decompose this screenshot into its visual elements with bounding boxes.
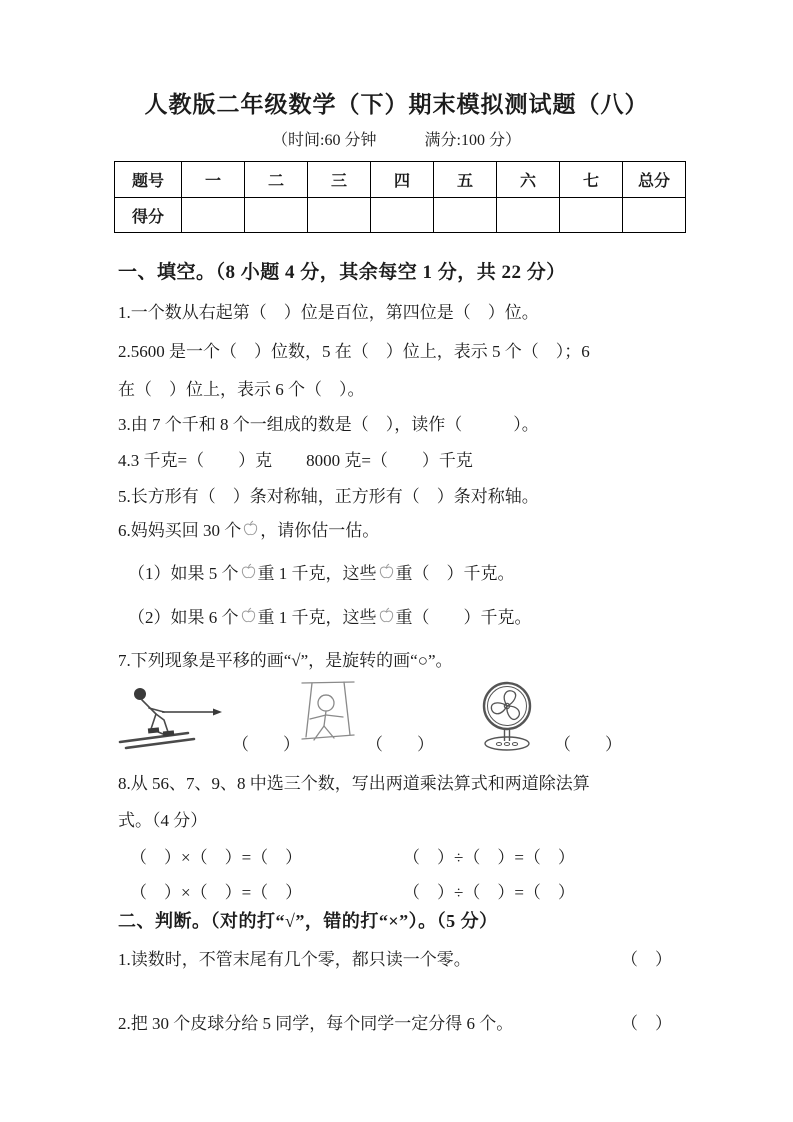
- question-2-line-2: 在（ ）位上，表示 6 个（ ）。: [118, 380, 365, 399]
- score-table-column-header: 一: [182, 162, 245, 198]
- score-table-row1-label: 题号: [115, 162, 182, 198]
- score-table-column-header: 六: [497, 162, 560, 198]
- score-table-column-header: 二: [245, 162, 308, 198]
- score-table-column-header: 四: [371, 162, 434, 198]
- answer-blank: （ ）: [232, 735, 300, 754]
- multiplication-equation: （ ）×（ ）=（ ）: [130, 883, 303, 902]
- question-3: 3.由 7 个千和 8 个一组成的数是（ ），读作（ ）。: [118, 415, 539, 434]
- score-table: [114, 161, 686, 233]
- score-table-column-header: 五: [434, 162, 497, 198]
- answer-blank: （ ）: [554, 735, 622, 754]
- score-cell: [434, 198, 497, 233]
- question-6-sub-2: （2）如果 6 个 重 1 千克，这些 重（ ）千克。: [128, 608, 532, 627]
- question-7: 7.下列现象是平移的画“√”，是旋转的画“○”。: [118, 651, 453, 670]
- question-6: 6.妈妈买回 30 个 ，请你估一估。: [118, 521, 380, 540]
- question-2-line-1: 2.5600 是一个（ ）位数，5 在（ ）位上，表示 5 个（ ）；6: [118, 342, 590, 361]
- score-table-column-header: 七: [560, 162, 623, 198]
- division-equation: （ ）÷（ ）=（ ）: [403, 848, 575, 867]
- equation-row-1: [130, 843, 690, 868]
- multiplication-equation: （ ）×（ ）=（ ）: [130, 848, 303, 867]
- section-2-heading: 二、判断。（对的打“√”，错的打“×”）。（5 分）: [118, 911, 498, 931]
- section-1-heading: 一、填空。（8 小题 4 分，其余每空 1 分，共 22 分）: [118, 262, 566, 283]
- score-table-column-header: 总分: [623, 162, 686, 198]
- figure-swing: [298, 679, 434, 756]
- figure-fan: [468, 681, 622, 756]
- score-cell: [560, 198, 623, 233]
- question-5: 5.长方形有（ ）条对称轴，正方形有（ ）条对称轴。: [118, 487, 539, 506]
- page-title: 人教版二年级数学（下）期末模拟测试题（八）: [144, 92, 649, 117]
- apple-icon: [241, 519, 260, 538]
- judgment-item-2: 2.把 30 个皮球分给 5 同学，每个同学一定分得 6 个。 （ ）: [118, 1012, 688, 1036]
- question-1: 1.一个数从右起第（ ）位是百位，第四位是（ ）位。: [118, 303, 539, 322]
- score-table-row2-label: 得分: [115, 198, 182, 233]
- score-cell: [623, 198, 686, 233]
- division-equation: （ ）÷（ ）=（ ）: [403, 883, 575, 902]
- score-cell: [308, 198, 371, 233]
- apple-icon: [239, 606, 258, 625]
- equation-row-2: [130, 878, 690, 903]
- apple-icon: [377, 562, 396, 581]
- answer-blank: （ ）: [621, 1014, 672, 1033]
- score-table-column-header: 三: [308, 162, 371, 198]
- answer-blank: （ ）: [621, 950, 672, 969]
- figure-skier: [112, 681, 300, 756]
- question-4: 4.3 千克=（ ）克 8000 克=（ ）千克: [118, 451, 473, 470]
- skier-icon: [112, 681, 224, 756]
- score-cell: [371, 198, 434, 233]
- apple-icon: [239, 562, 258, 581]
- fan-icon: [468, 681, 546, 756]
- score-cell: [497, 198, 560, 233]
- question-8-line-2: 式。（4 分）: [118, 811, 208, 830]
- swing-icon: [298, 679, 358, 756]
- judgment-item-1: 1.读数时，不管末尾有几个零，都只读一个零。 （ ）: [118, 948, 688, 972]
- answer-blank: （ ）: [366, 735, 434, 754]
- question-6-sub-1: （1）如果 5 个 重 1 千克，这些 重（ ）千克。: [128, 564, 515, 583]
- exam-time-score-subtitle: （时间:60 分钟 满分:100 分）: [272, 132, 521, 149]
- score-cell: [245, 198, 308, 233]
- question-8-line-1: 8.从 56、7、9、8 中选三个数，写出两道乘法算式和两道除法算: [118, 774, 590, 793]
- apple-icon: [377, 606, 396, 625]
- question-7-figures: [0, 684, 793, 756]
- score-cell: [182, 198, 245, 233]
